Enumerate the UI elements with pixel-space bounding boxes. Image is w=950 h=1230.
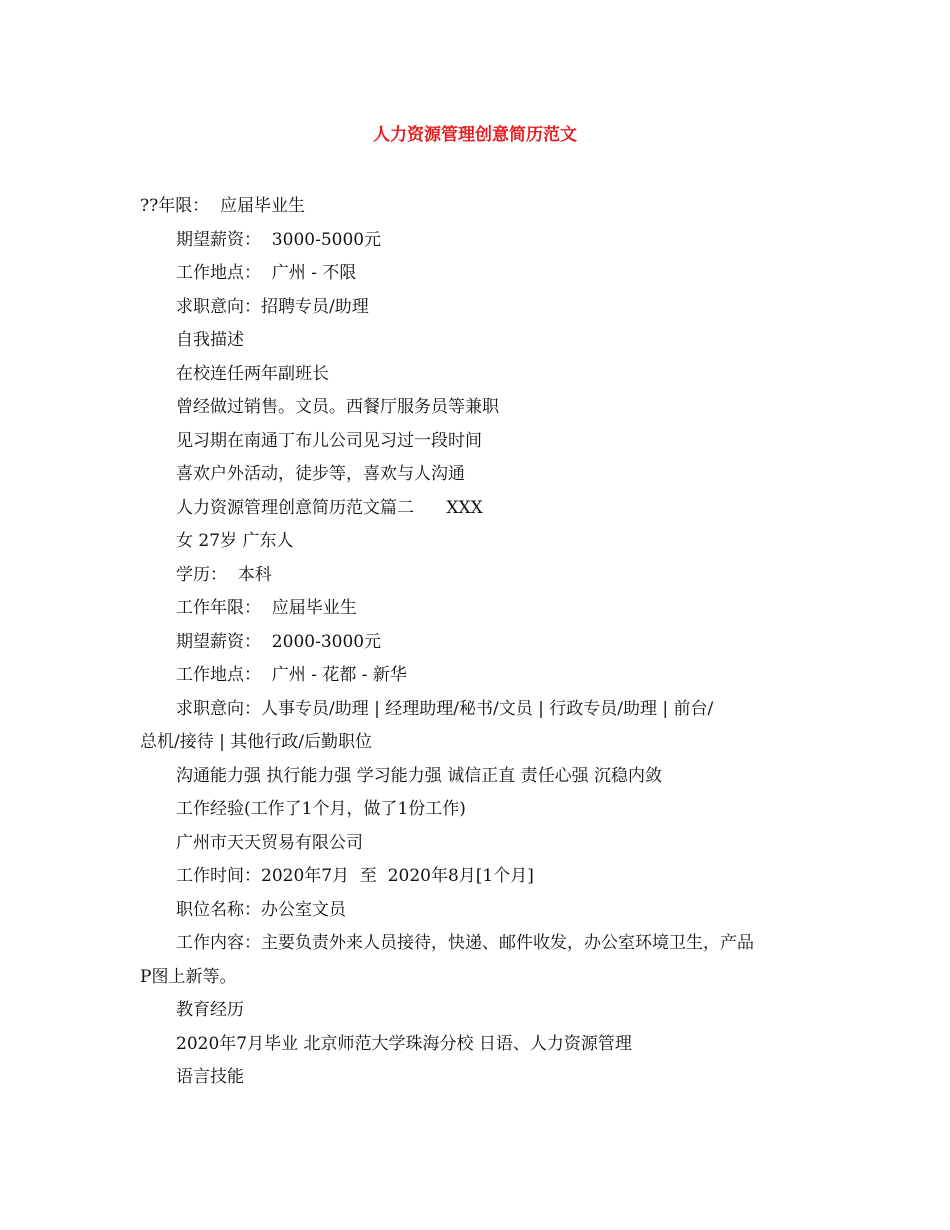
- text-line: 学历： 本科: [176, 564, 272, 585]
- text-line: 工作年限： 应届毕业生: [176, 598, 357, 618]
- text-line: 见习期在南通丁布儿公司见习过一段时间: [176, 430, 482, 451]
- text-line: P图上新等。: [140, 966, 237, 987]
- text-line: 期望薪资： 3000-5000元: [176, 229, 382, 250]
- text-line: 职位名称：办公室文员: [176, 899, 346, 920]
- text-line: 广州市天天贸易有限公司: [176, 832, 363, 853]
- text-line: 曾经做过销售。文员。西餐厅服务员等兼职: [176, 397, 499, 417]
- text-line: 工作经验(工作了1个月，做了1份工作): [176, 799, 466, 819]
- text-line: 2020年7月毕业 北京师范大学珠海分校 日语、人力资源管理: [176, 1033, 632, 1054]
- text-line: 工作地点： 广州 - 不限: [176, 263, 357, 283]
- text-line: 人力资源管理创意简历范文篇二 XXX: [176, 497, 483, 518]
- text-line: 喜欢户外活动，徒步等，喜欢与人沟通: [176, 464, 465, 484]
- text-line: 工作内容：主要负责外来人员接待，快递、邮件收发，办公室环境卫生，产品: [176, 933, 754, 953]
- text-line: 在校连任两年副班长: [176, 363, 329, 384]
- document-body: [140, 191, 820, 1096]
- text-line: 自我描述: [176, 330, 244, 350]
- text-line: 总机/接待 | 其他行政/后勤职位: [140, 732, 372, 752]
- text-line: 语言技能: [176, 1067, 244, 1087]
- text-line: 求职意向：招聘专员/助理: [176, 296, 369, 317]
- text-line: 工作地点： 广州 - 花都 - 新华: [176, 665, 407, 685]
- text-line: 工作时间：2020年7月 至 2020年8月[1个月]: [176, 866, 534, 886]
- document-title: 人力资源管理创意简历范文: [373, 125, 577, 145]
- text-line: ??年限： 应届毕业生: [140, 196, 306, 216]
- text-line: 期望薪资： 2000-3000元: [176, 631, 382, 652]
- text-line: 女 27岁 广东人: [176, 531, 294, 551]
- text-line: 求职意向：人事专员/助理 | 经理助理/秘书/文员 | 行政专员/助理 | 前台/: [176, 698, 714, 719]
- text-line: 教育经历: [176, 1000, 244, 1020]
- text-line: 沟通能力强 执行能力强 学习能力强 诚信正直 责任心强 沉稳内敛: [176, 765, 663, 786]
